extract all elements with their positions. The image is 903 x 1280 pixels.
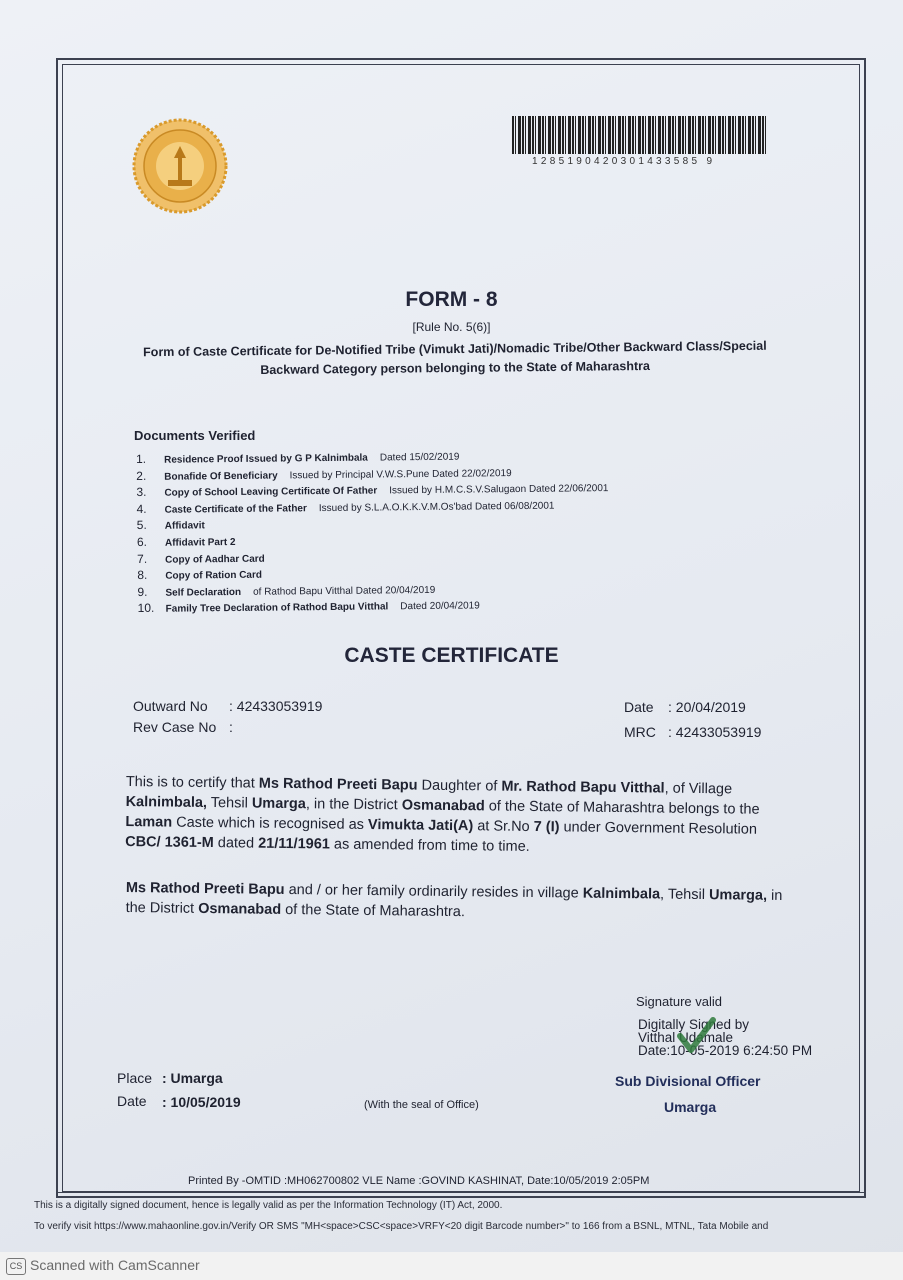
list-item: 8. Copy of Ration Card bbox=[137, 568, 263, 583]
list-item: 4. Caste Certificate of the Father Issued by S.L.A.O.K.K.V.M.Os'bad Dated 06/08/2001 bbox=[136, 500, 555, 516]
list-item: 6. Affidavit Part 2 bbox=[136, 534, 236, 549]
list-item: 7. Copy of Aadhar Card bbox=[137, 551, 265, 566]
place-label: Place bbox=[117, 1070, 153, 1086]
list-item: 9. Self Declaration of Rathod Bapu Vitthal Dated 20/04/2019 bbox=[137, 584, 436, 599]
list-item: 3. Copy of School Leaving Certificate Of Father Issued by H.M.C.S.V.Salugaon Dated 22/06/2001 bbox=[136, 483, 609, 500]
list-item: 10. Family Tree Declaration of Rathod Bapu Vitthal Dated 20/04/2019 bbox=[137, 600, 480, 616]
date-value: : 20/04/2019 bbox=[668, 699, 746, 715]
officer-place: Umarga bbox=[664, 1099, 717, 1115]
officer-title: Sub Divisional Officer bbox=[615, 1073, 761, 1089]
rev-case-value: : bbox=[229, 719, 233, 735]
rev-case-label: Rev Case No bbox=[133, 719, 217, 735]
documents-heading: Documents Verified bbox=[134, 428, 256, 443]
legal-note: This is a digitally signed document, hence is legally valid as per the Information Technology (IT) Act, 2000. bbox=[34, 1200, 503, 1211]
form-description: Form of Caste Certificate for De-Notified Tribe (Vimukt Jati)/Nomadic Tribe/Other Backward Class/Special Backward Category person belonging to the State of Maharashtra bbox=[143, 338, 767, 378]
documents-list bbox=[136, 447, 610, 618]
printed-by: Printed By -OMTID :MH062700802 VLE Name :GOVIND KASHINAT, Date:10/05/2019 2:05PM bbox=[188, 1175, 650, 1187]
signature-valid: Signature valid bbox=[636, 994, 722, 1009]
verify-note: To verify visit https://www.mahaonline.gov.in/Verify OR SMS "MH<space>CSC<space>VRFY<20 digit Barcode number>" to 166 from a BSNL, MTNL, Tata Mobile and bbox=[34, 1221, 769, 1232]
list-item: 2. Bonafide Of Beneficiary Issued by Principal V.W.S.Pune Dated 22/02/2019 bbox=[136, 467, 512, 483]
residence-paragraph: Ms Rathod Preeti Bapu and / or her family ordinarily resides in village Kalnimbala, Tehsil Umarga, in the District Osmanabad of the State of Maharashtra. bbox=[125, 879, 783, 921]
certificate-title: CASTE CERTIFICATE bbox=[344, 644, 559, 667]
place-value: : Umarga bbox=[162, 1070, 223, 1086]
digital-signature bbox=[638, 1018, 812, 1057]
issue-date-label: Date bbox=[117, 1093, 147, 1109]
issue-date-value: : 10/05/2019 bbox=[162, 1094, 241, 1110]
barcode bbox=[512, 116, 766, 154]
mrc-label: MRC bbox=[624, 724, 656, 740]
camscanner-logo-icon: CS bbox=[6, 1258, 26, 1275]
camscanner-text: Scanned with CamScanner bbox=[30, 1257, 200, 1273]
digsig-line3: Date:10-05-2019 6:24:50 PM bbox=[638, 1043, 813, 1058]
barcode-number: 1285190420301433585 9 bbox=[532, 156, 716, 167]
digsig-line2: Vitthal Udamale bbox=[638, 1030, 734, 1045]
seal-note: (With the seal of Office) bbox=[364, 1099, 479, 1111]
rule-number: [Rule No. 5(6)] bbox=[412, 320, 491, 334]
form-title: FORM - 8 bbox=[405, 288, 498, 311]
digsig-line1: Digitally Signed by bbox=[638, 1017, 750, 1032]
outward-value: : 42433053919 bbox=[229, 698, 323, 714]
certification-paragraph: This is to certify that Ms Rathod Preeti Bapu Daughter of Mr. Rathod Bapu Vitthal, of Village Kalnimbala, Tehsil Umarga, in the District Osmanabad of the State of Maharashtra belongs to the Laman Caste which is recognised as Vimukta Jati(A) at Sr.No 7 (I) under Government Resolution CBC/ 1361-M dated 21/11/1961 as amended from time to time. bbox=[125, 773, 760, 855]
government-seal-icon bbox=[132, 118, 228, 214]
scanner-watermark bbox=[0, 1252, 903, 1280]
list-item: 1. Residence Proof Issued by G P Kalnimbala Dated 15/02/2019 bbox=[136, 451, 460, 466]
list-item: 5. Affidavit bbox=[136, 518, 205, 533]
date-label: Date bbox=[624, 699, 654, 715]
outward-label: Outward No bbox=[133, 698, 208, 714]
mrc-value: : 42433053919 bbox=[668, 724, 762, 740]
verified-check-icon bbox=[676, 1016, 716, 1056]
footer-divider bbox=[56, 1192, 866, 1193]
